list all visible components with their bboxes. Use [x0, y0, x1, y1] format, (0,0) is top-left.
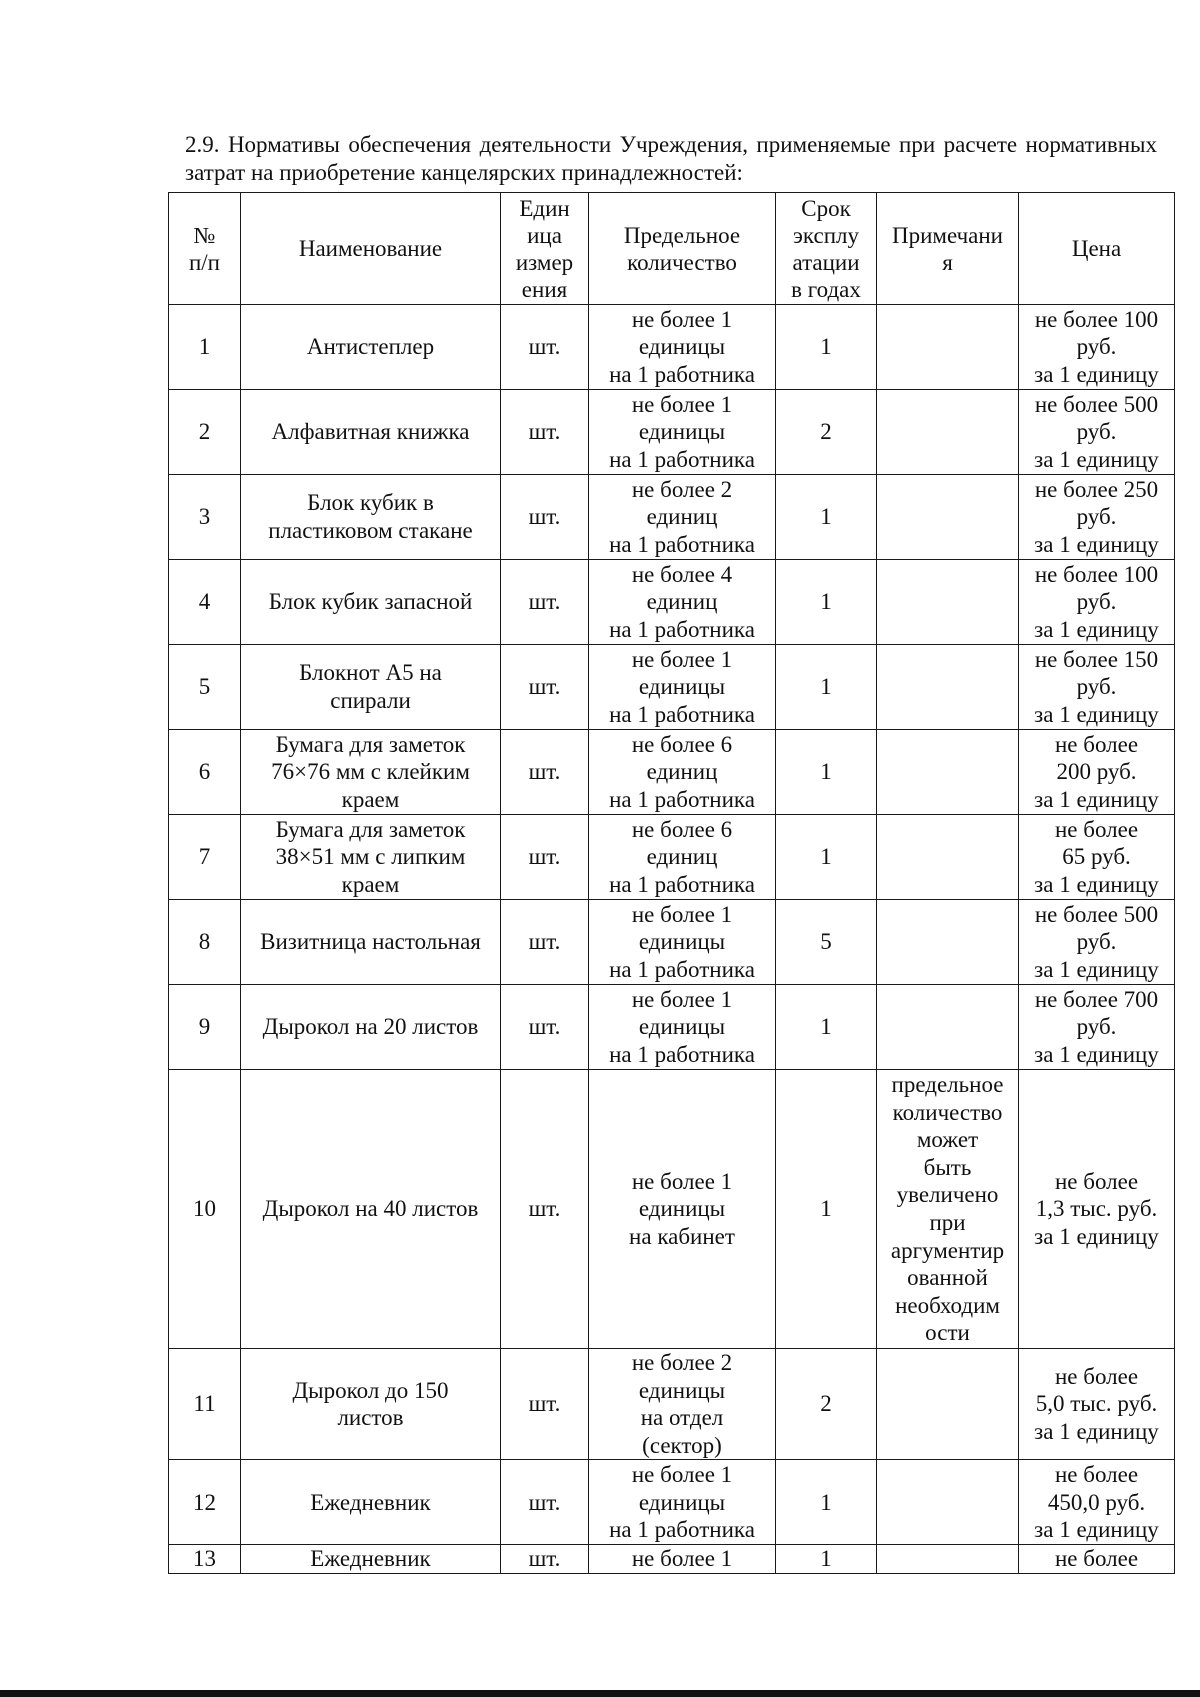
- cell-max-quantity: [589, 730, 776, 815]
- cell-text: не более 1: [631, 1546, 733, 1572]
- cell-unit: [501, 1545, 589, 1574]
- cell-text: предельное количество может быть увеличено при аргументир ованной необходим ости: [890, 1072, 1005, 1346]
- cell-item-name: [241, 1460, 501, 1545]
- cell-text: не более 5,0 тыс. руб. за 1 единицу: [1034, 1363, 1159, 1444]
- column-header-label: № п/п: [188, 222, 220, 275]
- cell-unit: [501, 1460, 589, 1545]
- cell-item-name: [241, 1545, 501, 1574]
- cell-item-name: [241, 900, 501, 985]
- cell-price: [1019, 1460, 1175, 1545]
- column-header-unit: [501, 193, 589, 305]
- cell-text: не более 6 единиц на 1 работника: [609, 731, 755, 812]
- cell-text: не более 1 единицы на 1 работника: [609, 986, 755, 1067]
- cell-row-number: [169, 645, 241, 730]
- column-header-row-number: [169, 193, 241, 305]
- cell-text: не более 1 единицы на 1 работника: [609, 306, 755, 387]
- cell-text: Дырокол на 40 листов: [262, 1196, 479, 1222]
- cell-text: шт.: [528, 334, 561, 360]
- table-row: [169, 815, 1175, 900]
- cell-text: Блок кубик запасной: [268, 589, 473, 615]
- cell-row-number: [169, 1545, 241, 1574]
- cell-text: не более 1 единицы на 1 работника: [609, 1461, 755, 1543]
- cell-text: не более 100 руб. за 1 единицу: [1034, 306, 1159, 387]
- cell-service-life: [776, 645, 877, 730]
- cell-max-quantity: [589, 1545, 776, 1574]
- cell-unit: [501, 305, 589, 390]
- cell-text: не более 1 единицы на 1 работника: [609, 901, 755, 982]
- cell-max-quantity: [589, 1349, 776, 1460]
- column-header-item-name: [241, 193, 501, 305]
- cell-text: 13: [193, 1546, 216, 1572]
- cell-text: не более 2 единицы на отдел (сектор): [631, 1350, 733, 1458]
- cell-text: 3: [198, 504, 211, 530]
- table-row: [169, 1545, 1175, 1574]
- cell-text: шт.: [528, 504, 561, 530]
- cell-text: не более 6 единиц на 1 работника: [609, 816, 755, 897]
- table-row: [169, 1349, 1175, 1460]
- cell-row-number: [169, 730, 241, 815]
- cell-unit: [501, 1070, 589, 1349]
- cell-text: не более 2 единиц на 1 работника: [609, 476, 755, 557]
- column-header-service-life: [776, 193, 877, 305]
- cell-price: [1019, 815, 1175, 900]
- cell-text: не более 700 руб. за 1 единицу: [1034, 986, 1159, 1067]
- cell-note: [877, 475, 1019, 560]
- cell-text: 12: [193, 1489, 216, 1515]
- cell-text: не более 1 единицы на 1 работника: [609, 391, 755, 472]
- cell-text: Блокнот А5 на спирали: [299, 660, 442, 713]
- table-body: [169, 305, 1175, 1574]
- table-row: [169, 645, 1175, 730]
- cell-text: не более 250 руб. за 1 единицу: [1034, 476, 1159, 557]
- cell-unit: [501, 900, 589, 985]
- cell-text: Антистеплер: [306, 334, 435, 360]
- cell-service-life: [776, 560, 877, 645]
- table-row: [169, 475, 1175, 560]
- cell-price: [1019, 475, 1175, 560]
- cell-text: Ежедневник: [310, 1489, 431, 1515]
- cell-text: 2: [198, 419, 211, 445]
- cell-max-quantity: [589, 1070, 776, 1349]
- cell-unit: [501, 730, 589, 815]
- cell-text: Бумага для заметок 38×51 мм с липким краем: [275, 816, 466, 897]
- cell-text: не более 1 единицы на 1 работника: [609, 646, 755, 727]
- cell-item-name: [241, 1349, 501, 1460]
- cell-note: [877, 390, 1019, 475]
- cell-row-number: [169, 390, 241, 475]
- cell-note: [877, 1460, 1019, 1545]
- column-header-price: [1019, 193, 1175, 305]
- table-row: [169, 305, 1175, 390]
- cell-note: [877, 1545, 1019, 1574]
- cell-max-quantity: [589, 390, 776, 475]
- column-header-label: Един ица измер ения: [515, 195, 574, 302]
- cell-text: 2: [820, 419, 832, 445]
- cell-note: [877, 985, 1019, 1070]
- cell-item-name: [241, 1070, 501, 1349]
- cell-note: [877, 900, 1019, 985]
- cell-note: [877, 305, 1019, 390]
- cell-max-quantity: [589, 1460, 776, 1545]
- cell-note: [877, 1070, 1019, 1349]
- cell-note: [877, 560, 1019, 645]
- cell-row-number: [169, 1070, 241, 1349]
- cell-text: шт.: [528, 844, 561, 870]
- cell-text: не более 500 руб. за 1 единицу: [1034, 391, 1159, 472]
- cell-text: 1: [820, 844, 832, 870]
- cell-row-number: [169, 1460, 241, 1545]
- column-header-max-quantity: [589, 193, 776, 305]
- cell-text: Дырокол на 20 листов: [262, 1014, 479, 1040]
- cell-max-quantity: [589, 815, 776, 900]
- stationery-norms-table: [168, 192, 1175, 1574]
- table-row: [169, 560, 1175, 645]
- cell-service-life: [776, 900, 877, 985]
- cell-text: 4: [198, 589, 211, 615]
- cell-text: Дырокол до 150 листов: [292, 1377, 449, 1431]
- column-header-label: Цена: [1071, 236, 1122, 261]
- cell-text: шт.: [528, 419, 561, 445]
- cell-note: [877, 645, 1019, 730]
- column-header-note: [877, 193, 1019, 305]
- table-row: [169, 390, 1175, 475]
- cell-text: шт.: [528, 589, 561, 615]
- cell-text: Блок кубик в пластиковом стакане: [268, 490, 473, 543]
- column-header-label: Предельное количество: [623, 222, 741, 275]
- cell-text: 7: [198, 844, 211, 870]
- table-row: [169, 730, 1175, 815]
- column-header-label: Срок эксплу атации в годах: [791, 195, 861, 302]
- cell-price: [1019, 1349, 1175, 1460]
- cell-text: 1: [820, 759, 832, 785]
- cell-price: [1019, 645, 1175, 730]
- cell-text: 5: [820, 929, 832, 955]
- cell-text: 1: [820, 334, 832, 360]
- cell-row-number: [169, 560, 241, 645]
- cell-text: не более: [1054, 1546, 1139, 1572]
- cell-text: не более 150 руб. за 1 единицу: [1034, 646, 1159, 727]
- page-bottom-border: [0, 1690, 1200, 1697]
- cell-note: [877, 730, 1019, 815]
- cell-service-life: [776, 390, 877, 475]
- cell-max-quantity: [589, 900, 776, 985]
- cell-text: не более 100 руб. за 1 единицу: [1034, 561, 1159, 642]
- cell-price: [1019, 390, 1175, 475]
- cell-service-life: [776, 1545, 877, 1574]
- cell-unit: [501, 560, 589, 645]
- cell-item-name: [241, 645, 501, 730]
- cell-text: 1: [820, 1489, 832, 1515]
- cell-text: Бумага для заметок 76×76 мм с клейким краем: [271, 731, 470, 812]
- cell-item-name: [241, 305, 501, 390]
- cell-text: шт.: [528, 674, 561, 700]
- section-intro-paragraph: 2.9. Нормативы обеспечения деятельности Учреждения, применяемые при расчете нормативных затрат на приобретение канцелярских принадлежностей:: [185, 132, 1157, 185]
- cell-row-number: [169, 305, 241, 390]
- cell-max-quantity: [589, 560, 776, 645]
- cell-price: [1019, 1545, 1175, 1574]
- cell-text: не более 450,0 руб. за 1 единицу: [1034, 1461, 1159, 1543]
- cell-row-number: [169, 1349, 241, 1460]
- cell-item-name: [241, 475, 501, 560]
- cell-text: 10: [193, 1196, 216, 1222]
- cell-price: [1019, 985, 1175, 1070]
- cell-text: 1: [820, 1546, 832, 1572]
- cell-text: Алфавитная книжка: [271, 419, 470, 445]
- cell-note: [877, 815, 1019, 900]
- cell-text: 1: [820, 674, 832, 700]
- cell-text: шт.: [528, 929, 561, 955]
- cell-text: шт.: [528, 1391, 561, 1417]
- cell-text: 1: [820, 1196, 832, 1222]
- cell-max-quantity: [589, 305, 776, 390]
- cell-text: 1: [820, 589, 832, 615]
- cell-row-number: [169, 985, 241, 1070]
- cell-unit: [501, 390, 589, 475]
- cell-price: [1019, 900, 1175, 985]
- cell-text: не более 1 единицы на кабинет: [629, 1168, 735, 1249]
- cell-text: 1: [820, 1014, 832, 1040]
- cell-text: шт.: [528, 1196, 561, 1222]
- cell-text: не более 1,3 тыс. руб. за 1 единицу: [1034, 1168, 1159, 1249]
- cell-text: 11: [193, 1391, 216, 1417]
- table-header-row: [169, 193, 1175, 305]
- cell-text: шт.: [528, 1489, 561, 1515]
- cell-service-life: [776, 305, 877, 390]
- cell-text: шт.: [528, 759, 561, 785]
- cell-service-life: [776, 815, 877, 900]
- cell-text: не более 200 руб. за 1 единицу: [1034, 731, 1159, 812]
- cell-item-name: [241, 815, 501, 900]
- cell-row-number: [169, 900, 241, 985]
- cell-row-number: [169, 475, 241, 560]
- cell-unit: [501, 1349, 589, 1460]
- cell-max-quantity: [589, 985, 776, 1070]
- cell-max-quantity: [589, 475, 776, 560]
- cell-text: Визитница настольная: [260, 929, 481, 955]
- cell-text: 6: [198, 759, 211, 785]
- cell-service-life: [776, 985, 877, 1070]
- table-row: [169, 1460, 1175, 1545]
- cell-service-life: [776, 475, 877, 560]
- cell-service-life: [776, 1349, 877, 1460]
- cell-text: шт.: [528, 1546, 561, 1572]
- cell-unit: [501, 815, 589, 900]
- cell-item-name: [241, 985, 501, 1070]
- cell-text: не более 500 руб. за 1 единицу: [1034, 901, 1159, 982]
- cell-text: 1: [820, 504, 832, 530]
- column-header-label: Примечани я: [891, 222, 1003, 275]
- cell-item-name: [241, 560, 501, 645]
- table-row: [169, 985, 1175, 1070]
- table-row: [169, 1070, 1175, 1349]
- cell-max-quantity: [589, 645, 776, 730]
- cell-service-life: [776, 1070, 877, 1349]
- cell-service-life: [776, 1460, 877, 1545]
- cell-row-number: [169, 815, 241, 900]
- column-header-label: Наименование: [298, 236, 443, 261]
- cell-text: 9: [198, 1014, 211, 1040]
- cell-item-name: [241, 390, 501, 475]
- cell-text: 5: [198, 674, 211, 700]
- cell-price: [1019, 1070, 1175, 1349]
- cell-unit: [501, 475, 589, 560]
- table-row: [169, 900, 1175, 985]
- cell-note: [877, 1349, 1019, 1460]
- cell-service-life: [776, 730, 877, 815]
- cell-price: [1019, 560, 1175, 645]
- cell-text: не более 4 единиц на 1 работника: [609, 561, 755, 642]
- cell-text: 2: [820, 1391, 832, 1417]
- cell-text: шт.: [528, 1014, 561, 1040]
- cell-price: [1019, 305, 1175, 390]
- cell-unit: [501, 985, 589, 1070]
- cell-text: 8: [198, 929, 211, 955]
- cell-price: [1019, 730, 1175, 815]
- cell-text: 1: [198, 334, 211, 360]
- cell-text: не более 65 руб. за 1 единицу: [1034, 816, 1159, 897]
- cell-text: Ежедневник: [310, 1546, 431, 1572]
- cell-unit: [501, 645, 589, 730]
- cell-item-name: [241, 730, 501, 815]
